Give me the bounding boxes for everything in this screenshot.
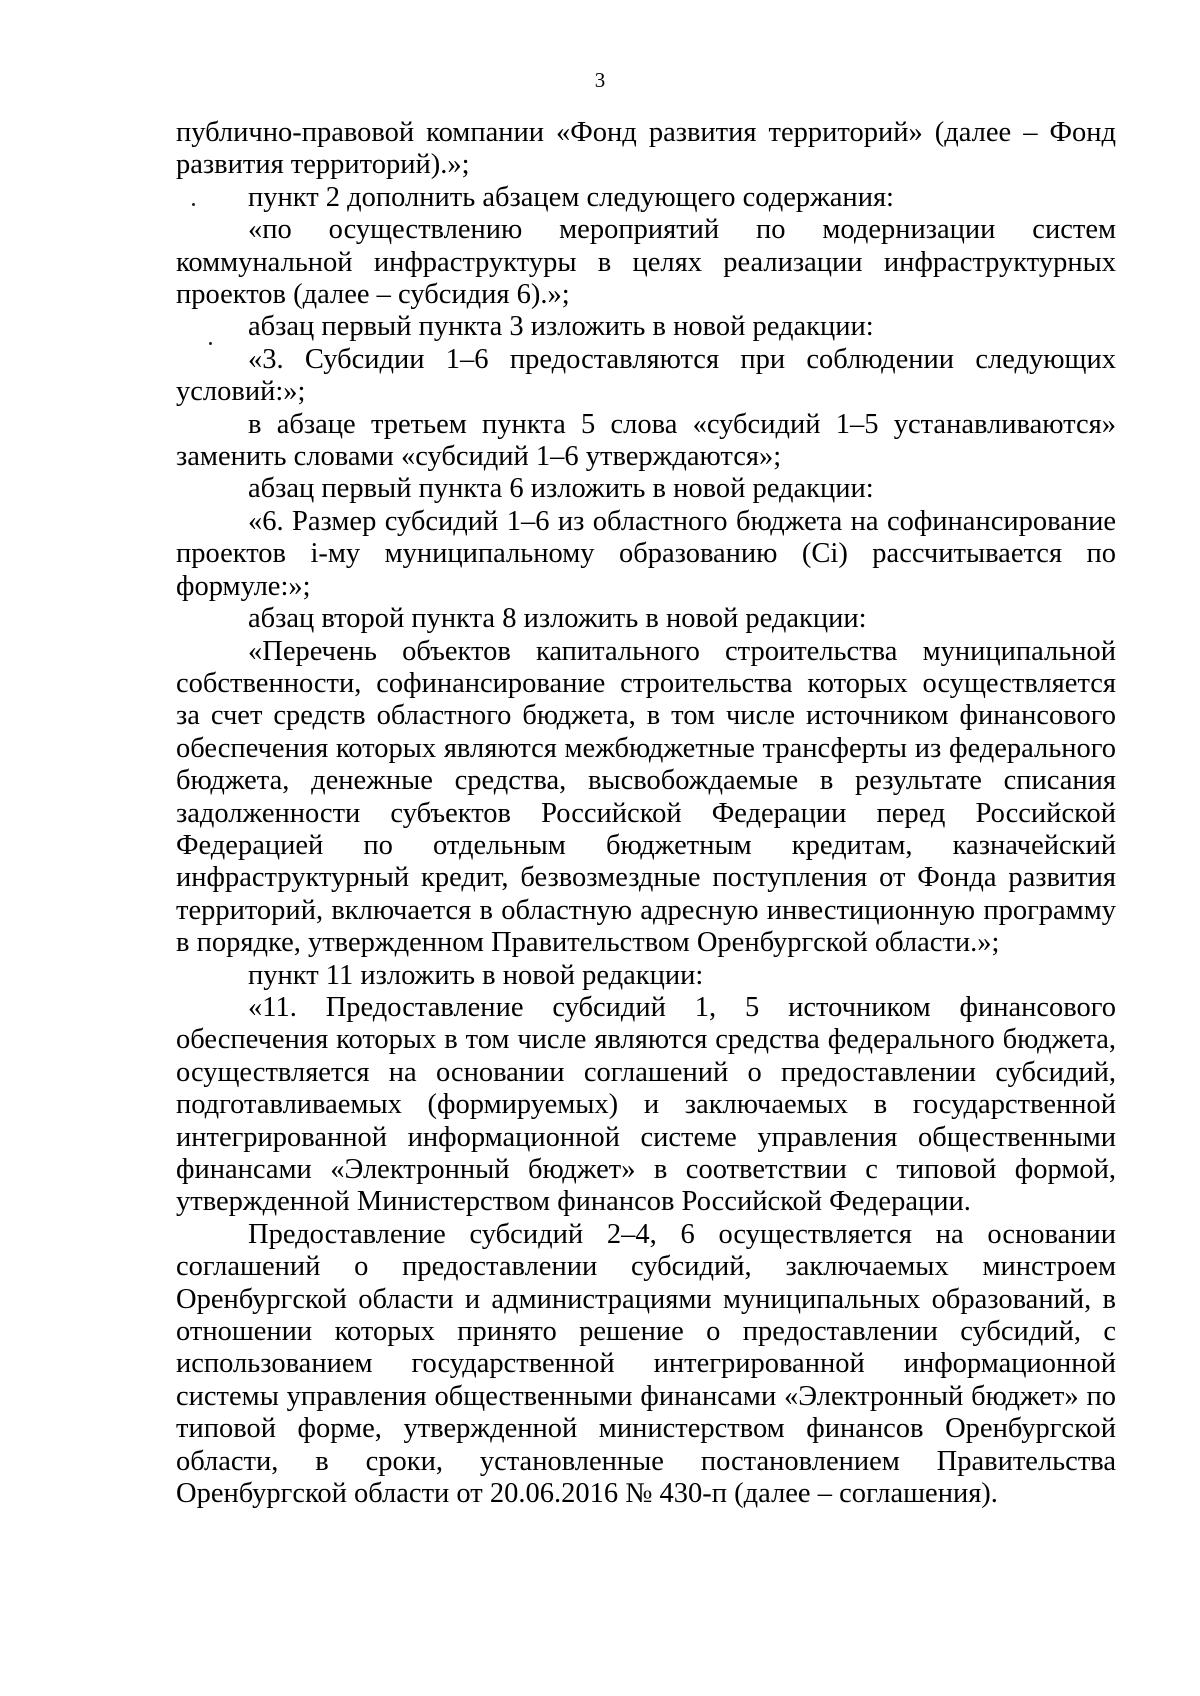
paragraph: абзац первый пункта 6 изложить в новой редакции: [248, 473, 874, 505]
paragraph: Предоставление субсидий 2–4, 6 осуществляется на основании соглашений о предоставлении субсидий, заключаемых минстроем Оренбургской области и администрациями муниципальных образований, в отношении которых принято решение о предоставлении субсидий, с использованием государственной интегрированной информационной системы управления общественными финансами «Электронный бюджет» по типовой форме, утвержденной министерством финансов Оренбургской области, в сроки, установленные постановлением Правительства Оренбургской области от 20.06.2016 № 430-п (далее – соглашения). [176, 1218, 1116, 1510]
paragraph: пункт 11 изложить в новой редакции: [248, 959, 704, 991]
paragraph: «11. Предоставление субсидий 1, 5 источником финансового обеспечения которых в том числе являются средства федерального бюджета, осуществляется на основании соглашений о предоставлении субсидий, подготавливаемых (формируемых) и заключаемых в государственной интегрированной информационной системе управления общественными финансами «Электронный бюджет» в соответствии с типовой формой, утвержденной Министерством финансов Российской Федерации. [176, 991, 1116, 1218]
paragraph: «по осуществлению мероприятий по модернизации систем коммунальной инфраструктуры в целях реализации инфраструктурных проектов (далее – субсидия 6).»; [176, 214, 1116, 311]
paragraph: абзац второй пункта 8 изложить в новой редакции: [248, 603, 867, 635]
paragraph: публично-правовой компании «Фонд развития территорий» (далее – Фонд развития территорий).»; [176, 117, 1116, 181]
page-number: 3 [594, 68, 606, 92]
paragraph: «Перечень объектов капитального строительства муниципальной собственности, софинансирование строительства которых осуществляется за счет средств областного бюджета, в том числе источником финансового обеспечения которых являются межбюджетные трансферты из федерального бюджета, денежные средства, высвобождаемые в результате списания задолженности субъектов Российской Федерации перед Российской Федерацией по отдельным бюджетным кредитам, казначейский инфраструктурный кредит, безвозмездные поступления от Фонда развития территорий, включается в областную адресную инвестиционную программу в порядке, утвержденном Правительством Оренбургской области.»; [176, 635, 1116, 959]
paragraph: абзац первый пункта 3 изложить в новой редакции: [248, 311, 874, 343]
paragraph: «6. Размер субсидий 1–6 из областного бюджета на софинансирование проектов i-му муниципальному образованию (Ci) рассчитывается по формуле:»; [176, 505, 1116, 602]
paragraph: пункт 2 дополнить абзацем следующего содержания: [248, 181, 894, 213]
paragraph: в абзаце третьем пункта 5 слова «субсидий 1–5 устанавливаются» заменить словами «субсидий 1–6 утверждаются»; [176, 408, 1116, 473]
document-body [176, 117, 1116, 1510]
paragraph: «3. Субсидии 1–6 предоставляются при соблюдении следующих условий:»; [176, 343, 1116, 408]
